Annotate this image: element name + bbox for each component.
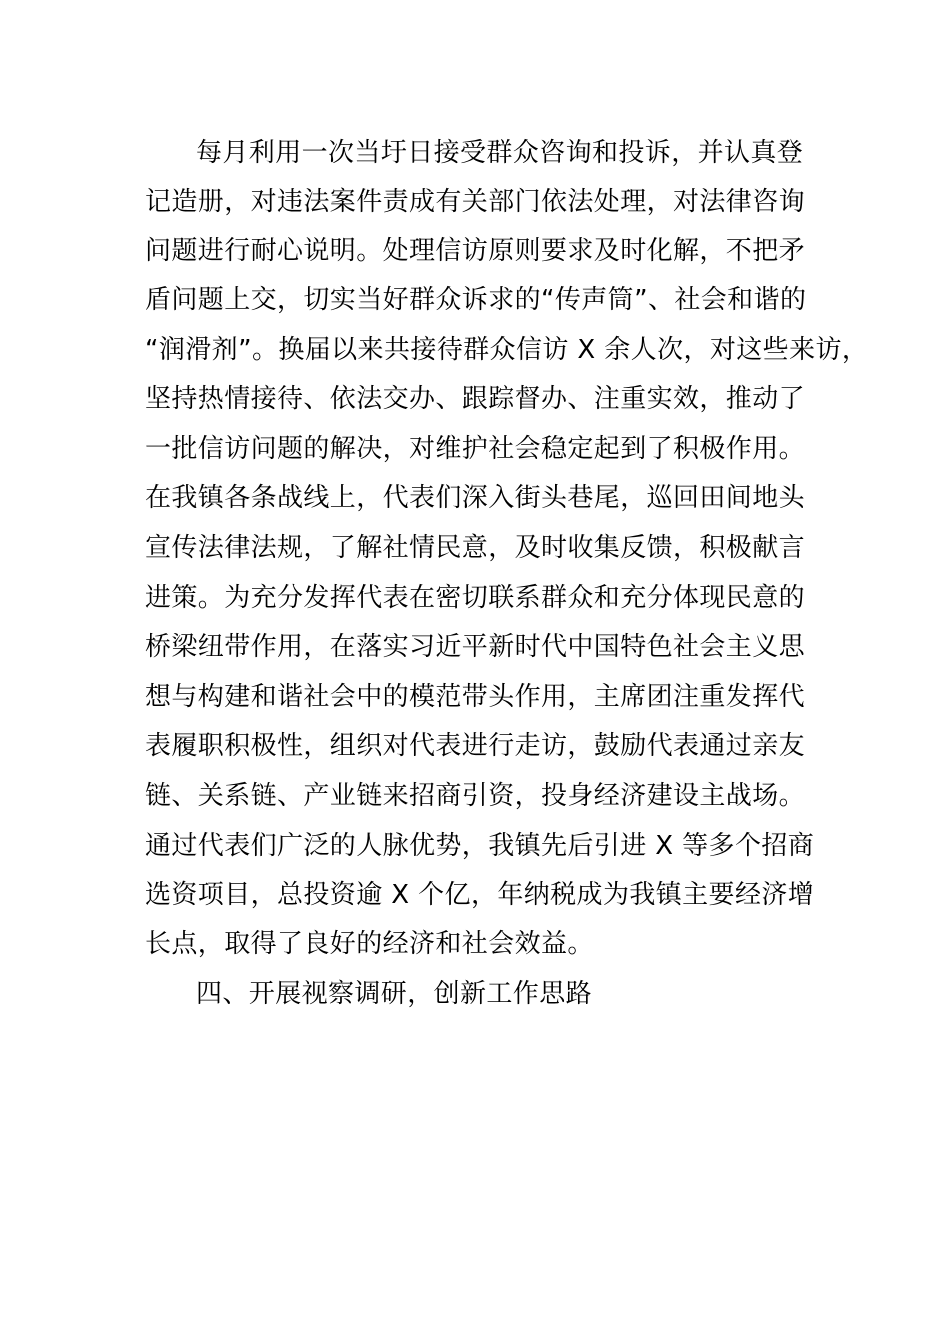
paragraph-line: 宣传法律法规，了解社情民意，及时收集反馈，积极献言 [145, 533, 806, 563]
section-heading: 四、开展视察调研，创新工作思路 [196, 979, 593, 1009]
paragraph-line: 想与构建和谐社会中的模范带头作用，主席团注重发挥代 [145, 682, 806, 712]
paragraph-line: 通过代表们广泛的人脉优势，我镇先后引进 X 等多个招商 [145, 831, 815, 861]
paragraph-line: 坚持热情接待、依法交办、跟踪督办、注重实效，推动了 [145, 384, 806, 414]
paragraph-line: 每月利用一次当圩日接受群众咨询和投诉，并认真登 [196, 138, 804, 168]
paragraph-line: 表履职积极性，组织对代表进行走访，鼓励代表通过亲友 [145, 731, 806, 761]
paragraph-line: 选资项目，总投资逾 X 个亿，年纳税成为我镇主要经济增 [145, 880, 815, 910]
paragraph-line: 在我镇各条战线上，代表们深入街头巷尾，巡回田间地头 [145, 483, 806, 513]
paragraph-line: 问题进行耐心说明。处理信访原则要求及时化解，不把矛 [145, 236, 806, 266]
paragraph-line: “润滑剂”。换届以来共接待群众信访 X 余人次，对这些来访， [145, 335, 869, 365]
paragraph-line: 记造册，对违法案件责成有关部门依法处理，对法律咨询 [145, 187, 806, 217]
paragraph-line: 一批信访问题的解决，对维护社会稳定起到了积极作用。 [145, 434, 806, 464]
paragraph-line: 盾问题上交，切实当好群众诉求的“传声筒”、社会和谐的 [145, 285, 807, 315]
paragraph-line: 链、关系链、产业链来招商引资，投身经济建设主战场。 [145, 781, 806, 811]
paragraph-line: 长点，取得了良好的经济和社会效益。 [145, 929, 594, 959]
paragraph-line: 进策。为充分发挥代表在密切联系群众和充分体现民意的 [145, 583, 806, 613]
paragraph-line: 桥梁纽带作用，在落实习近平新时代中国特色社会主义思 [145, 632, 806, 662]
